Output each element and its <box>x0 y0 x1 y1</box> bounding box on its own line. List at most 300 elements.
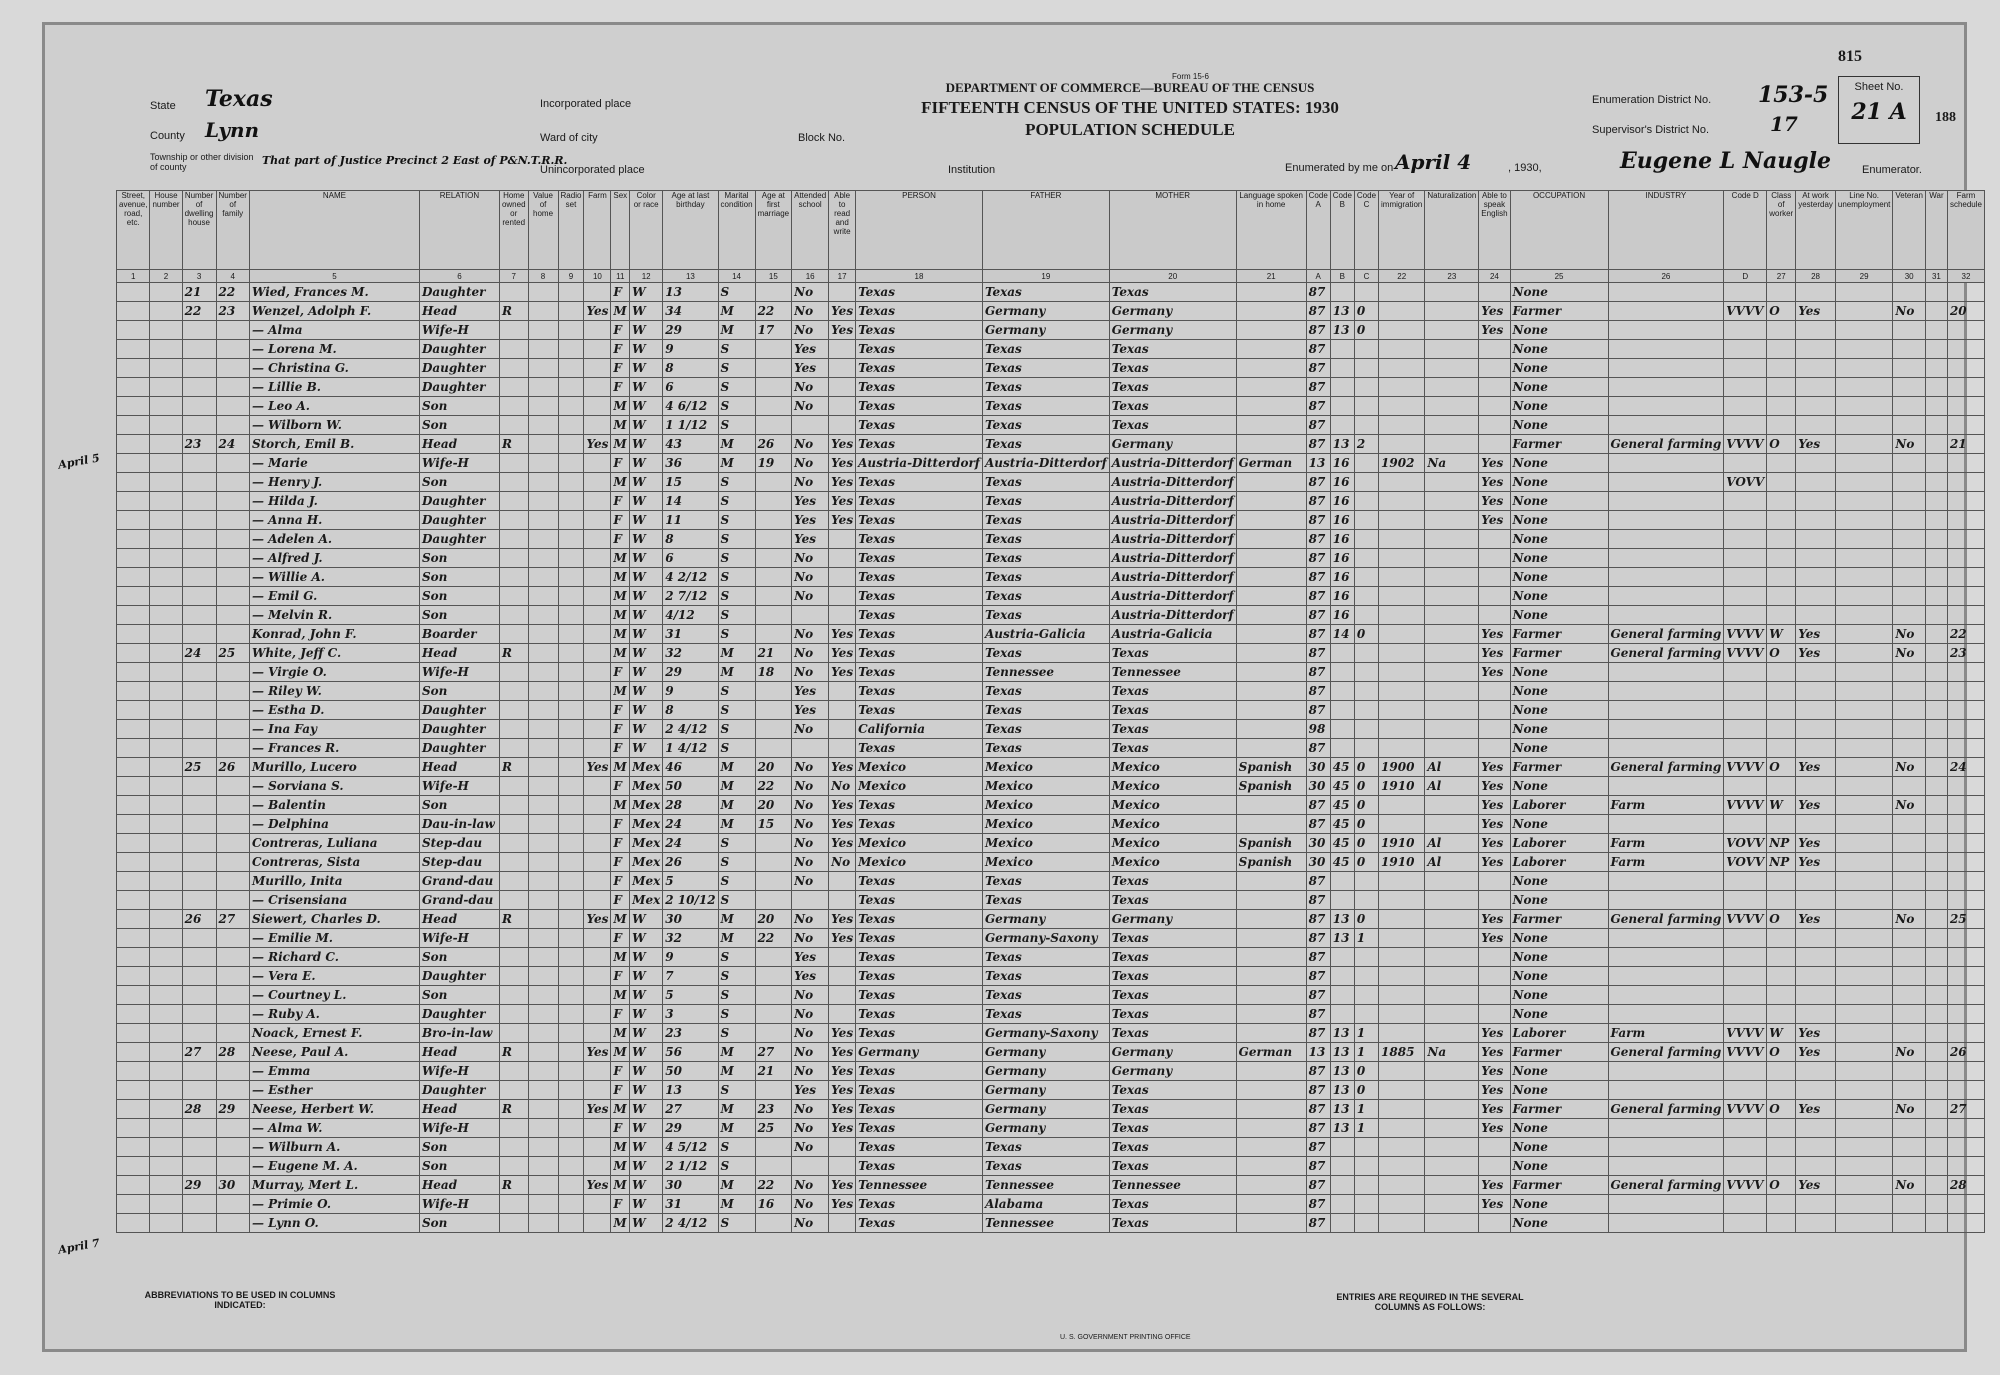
table-cell <box>1925 777 1947 796</box>
table-cell <box>584 1157 611 1176</box>
table-cell <box>1236 530 1306 549</box>
table-cell: 18 <box>755 663 792 682</box>
table-cell <box>1236 644 1306 663</box>
table-cell <box>1354 644 1378 663</box>
table-cell: 2 10/12 <box>663 891 718 910</box>
table-cell <box>558 1138 584 1157</box>
table-cell: Yes <box>1796 644 1836 663</box>
table-cell: Yes <box>829 625 856 644</box>
table-cell: Germany <box>1109 302 1236 321</box>
column-header: Naturalization <box>1425 191 1479 270</box>
table-cell: S <box>718 720 755 739</box>
table-cell: M <box>611 1176 630 1195</box>
table-cell <box>584 682 611 701</box>
table-cell <box>1608 397 1724 416</box>
table-cell <box>1330 1138 1354 1157</box>
table-cell: Mex <box>630 796 663 815</box>
table-cell <box>584 1138 611 1157</box>
table-cell <box>558 1081 584 1100</box>
table-cell <box>755 1157 792 1176</box>
table-row <box>117 853 1985 872</box>
table-row <box>117 644 1985 663</box>
table-cell: F <box>611 454 630 473</box>
table-cell: Texas <box>856 1081 983 1100</box>
table-cell: Wife-H <box>419 929 499 948</box>
table-cell <box>1425 682 1479 701</box>
table-cell <box>150 549 182 568</box>
table-cell <box>558 948 584 967</box>
table-cell <box>1354 1138 1378 1157</box>
table-cell <box>792 739 829 758</box>
column-number: 10 <box>584 270 611 283</box>
table-cell: M <box>718 815 755 834</box>
table-cell <box>1354 720 1378 739</box>
table-cell: W <box>630 340 663 359</box>
table-cell <box>1796 872 1836 891</box>
table-cell: 4 2/12 <box>663 568 718 587</box>
table-cell: Texas <box>856 321 983 340</box>
block-label: Block No. <box>798 132 846 144</box>
table-cell <box>1354 397 1378 416</box>
table-cell: 23 <box>663 1024 718 1043</box>
table-cell: Daughter <box>419 701 499 720</box>
table-cell: VVVV <box>1724 1100 1767 1119</box>
table-cell: No <box>792 663 829 682</box>
table-cell: Daughter <box>419 739 499 758</box>
table-cell: F <box>611 872 630 891</box>
table-cell: 20 <box>1947 302 1984 321</box>
table-cell: 13 <box>1330 929 1354 948</box>
table-cell <box>1893 967 1926 986</box>
table-cell <box>584 967 611 986</box>
table-cell <box>558 1062 584 1081</box>
table-cell: — Esther <box>249 1081 419 1100</box>
table-cell <box>1835 416 1892 435</box>
table-cell: 20 <box>755 758 792 777</box>
table-cell <box>216 473 249 492</box>
margin-note-1: April 5 <box>57 451 101 472</box>
table-cell: Yes <box>829 1043 856 1062</box>
table-cell: No <box>792 1176 829 1195</box>
table-cell: Daughter <box>419 967 499 986</box>
table-cell <box>528 1157 558 1176</box>
table-cell: 30 <box>1306 758 1330 777</box>
column-header: War <box>1925 191 1947 270</box>
table-cell: 4 5/12 <box>663 1138 718 1157</box>
table-cell: 2 7/12 <box>663 587 718 606</box>
table-cell: M <box>611 587 630 606</box>
table-cell: Farm <box>1608 796 1724 815</box>
table-cell <box>558 682 584 701</box>
table-cell <box>216 511 249 530</box>
table-cell: No <box>792 321 829 340</box>
table-cell <box>1925 872 1947 891</box>
table-cell <box>182 682 216 701</box>
table-cell <box>1379 378 1425 397</box>
table-cell: Yes <box>1796 1176 1836 1195</box>
table-cell <box>558 1005 584 1024</box>
table-cell <box>117 492 150 511</box>
table-cell <box>499 872 528 891</box>
table-cell: Yes <box>1479 1176 1510 1195</box>
table-cell <box>1925 625 1947 644</box>
table-cell <box>117 454 150 473</box>
table-cell: Yes <box>1796 435 1836 454</box>
table-cell: Spanish <box>1236 777 1306 796</box>
table-cell: Texas <box>982 397 1109 416</box>
table-cell: 87 <box>1306 1176 1330 1195</box>
table-cell: None <box>1510 530 1608 549</box>
table-cell: M <box>611 473 630 492</box>
table-cell: Mexico <box>982 815 1109 834</box>
table-cell: Texas <box>856 397 983 416</box>
table-cell: F <box>611 511 630 530</box>
table-cell: No <box>1893 910 1926 929</box>
table-cell: W <box>1767 625 1796 644</box>
table-cell <box>1947 587 1984 606</box>
table-cell <box>528 967 558 986</box>
table-cell <box>1925 454 1947 473</box>
table-cell <box>558 967 584 986</box>
column-header: Sex <box>611 191 630 270</box>
table-cell <box>1479 340 1510 359</box>
table-cell: 25 <box>216 644 249 663</box>
table-cell: Daughter <box>419 492 499 511</box>
table-cell <box>1425 1005 1479 1024</box>
table-cell: Texas <box>982 948 1109 967</box>
table-cell: Head <box>419 1043 499 1062</box>
table-cell: Yes <box>1479 815 1510 834</box>
table-cell: Texas <box>982 359 1109 378</box>
table-cell: W <box>630 720 663 739</box>
table-cell <box>1425 435 1479 454</box>
table-cell <box>1379 1138 1425 1157</box>
table-cell: 32 <box>663 644 718 663</box>
table-cell: 87 <box>1306 416 1330 435</box>
table-cell: None <box>1510 1157 1608 1176</box>
table-cell <box>1835 530 1892 549</box>
table-cell <box>1796 815 1836 834</box>
table-cell: Murillo, Inita <box>249 872 419 891</box>
table-row <box>117 435 1985 454</box>
table-cell <box>1608 340 1724 359</box>
table-cell <box>1796 511 1836 530</box>
table-cell: 6 <box>663 378 718 397</box>
margin-note-2: April 7 <box>57 1236 101 1257</box>
table-cell: Texas <box>856 739 983 758</box>
table-cell <box>1767 1214 1796 1233</box>
table-cell <box>1796 321 1836 340</box>
table-cell: VVVV <box>1724 1176 1767 1195</box>
table-cell: No <box>792 929 829 948</box>
table-cell: 11 <box>663 511 718 530</box>
table-cell: No <box>792 853 829 872</box>
table-cell <box>1425 1176 1479 1195</box>
table-cell: Texas <box>982 340 1109 359</box>
table-cell: Austria-Ditterdorf <box>1109 473 1236 492</box>
table-cell <box>1608 1138 1724 1157</box>
table-cell: 87 <box>1306 473 1330 492</box>
table-cell: Yes <box>829 321 856 340</box>
table-cell: Yes <box>584 435 611 454</box>
table-cell <box>1767 378 1796 397</box>
table-cell: S <box>718 606 755 625</box>
table-cell: Texas <box>1109 1214 1236 1233</box>
enumerated-year: , 1930, <box>1508 162 1542 174</box>
table-cell <box>117 758 150 777</box>
table-row <box>117 568 1985 587</box>
table-cell: F <box>611 853 630 872</box>
table-cell: None <box>1510 1119 1608 1138</box>
table-cell: Germany <box>982 1062 1109 1081</box>
table-cell: Yes <box>1796 853 1836 872</box>
table-cell: Texas <box>856 549 983 568</box>
table-cell: Texas <box>1109 720 1236 739</box>
table-cell: M <box>611 625 630 644</box>
table-cell: Texas <box>856 644 983 663</box>
table-cell: Yes <box>829 435 856 454</box>
table-cell: Son <box>419 568 499 587</box>
table-cell <box>1425 378 1479 397</box>
table-cell <box>829 1214 856 1233</box>
table-cell: — Ina Fay <box>249 720 419 739</box>
column-number: 6 <box>419 270 499 283</box>
table-cell: No <box>792 834 829 853</box>
table-cell <box>755 530 792 549</box>
table-cell <box>182 891 216 910</box>
table-cell <box>1608 682 1724 701</box>
table-cell <box>117 815 150 834</box>
table-cell <box>1925 378 1947 397</box>
table-cell: F <box>611 359 630 378</box>
table-cell: Texas <box>1109 378 1236 397</box>
table-cell <box>584 416 611 435</box>
table-cell: None <box>1510 1081 1608 1100</box>
table-cell: M <box>611 986 630 1005</box>
column-number: 12 <box>630 270 663 283</box>
table-cell: Texas <box>982 872 1109 891</box>
table-cell <box>1724 967 1767 986</box>
table-cell: Texas <box>982 644 1109 663</box>
table-cell: S <box>718 473 755 492</box>
table-cell: 16 <box>1330 511 1354 530</box>
table-cell <box>1379 739 1425 758</box>
table-cell: Texas <box>856 568 983 587</box>
table-cell: Texas <box>1109 397 1236 416</box>
table-cell <box>584 454 611 473</box>
table-cell <box>755 568 792 587</box>
table-cell <box>1835 834 1892 853</box>
table-cell <box>117 549 150 568</box>
table-cell <box>1925 986 1947 1005</box>
table-cell: Yes <box>829 473 856 492</box>
column-number: 4 <box>216 270 249 283</box>
table-cell <box>1379 321 1425 340</box>
table-cell <box>1608 720 1724 739</box>
table-cell: German <box>1236 1043 1306 1062</box>
table-cell: 87 <box>1306 302 1330 321</box>
table-cell <box>216 1024 249 1043</box>
column-header: Language spoken in home <box>1236 191 1306 270</box>
table-cell <box>150 1081 182 1100</box>
table-cell <box>1835 644 1892 663</box>
table-cell: 26 <box>663 853 718 872</box>
table-cell <box>528 891 558 910</box>
table-cell <box>528 1119 558 1138</box>
table-cell: Son <box>419 682 499 701</box>
table-cell <box>150 872 182 891</box>
table-cell <box>1236 872 1306 891</box>
table-cell <box>1608 777 1724 796</box>
table-cell <box>182 777 216 796</box>
table-cell <box>1893 815 1926 834</box>
table-cell <box>1925 283 1947 302</box>
table-cell: Farm <box>1608 1024 1724 1043</box>
table-cell: VOVV <box>1724 834 1767 853</box>
table-cell: 29 <box>663 321 718 340</box>
table-cell <box>528 834 558 853</box>
table-cell <box>1724 1081 1767 1100</box>
column-number: 21 <box>1236 270 1306 283</box>
table-cell: S <box>718 340 755 359</box>
table-cell: W <box>630 1043 663 1062</box>
table-cell: W <box>630 492 663 511</box>
table-cell <box>1835 1176 1892 1195</box>
table-row <box>117 340 1985 359</box>
table-cell <box>1379 587 1425 606</box>
table-cell <box>1608 929 1724 948</box>
table-cell: 34 <box>663 302 718 321</box>
enumerated-date: April 4 <box>1395 150 1472 174</box>
table-cell: Texas <box>1109 701 1236 720</box>
table-cell <box>117 321 150 340</box>
table-cell: R <box>499 1100 528 1119</box>
table-cell <box>1479 283 1510 302</box>
table-cell <box>1947 492 1984 511</box>
table-cell <box>1479 682 1510 701</box>
table-cell: Laborer <box>1510 853 1608 872</box>
table-cell <box>528 606 558 625</box>
table-cell: Contreras, Sista <box>249 853 419 872</box>
table-cell: None <box>1510 663 1608 682</box>
table-cell <box>1796 948 1836 967</box>
table-cell <box>117 834 150 853</box>
table-cell <box>829 986 856 1005</box>
table-cell: None <box>1510 967 1608 986</box>
table-cell <box>1796 530 1836 549</box>
table-cell <box>1236 796 1306 815</box>
table-row <box>117 967 1985 986</box>
column-number: 31 <box>1925 270 1947 283</box>
table-cell: Daughter <box>419 283 499 302</box>
table-cell <box>499 815 528 834</box>
table-cell <box>1236 1195 1306 1214</box>
table-cell <box>1767 416 1796 435</box>
table-cell <box>1835 321 1892 340</box>
table-cell <box>117 1214 150 1233</box>
column-number: 32 <box>1947 270 1984 283</box>
table-cell <box>182 834 216 853</box>
table-cell <box>1767 511 1796 530</box>
table-cell <box>1379 606 1425 625</box>
table-cell <box>1925 1138 1947 1157</box>
table-cell <box>150 1005 182 1024</box>
table-cell <box>1608 701 1724 720</box>
table-cell: Mexico <box>856 834 983 853</box>
table-cell <box>1947 948 1984 967</box>
table-cell: None <box>1510 682 1608 701</box>
table-cell: Tennessee <box>982 1214 1109 1233</box>
table-cell <box>1236 1062 1306 1081</box>
table-cell <box>1724 986 1767 1005</box>
table-cell <box>1379 1005 1425 1024</box>
table-cell <box>1835 663 1892 682</box>
table-cell: No <box>792 1100 829 1119</box>
schedule-title: POPULATION SCHEDULE <box>1025 120 1235 139</box>
table-cell <box>1425 891 1479 910</box>
table-cell <box>1796 1062 1836 1081</box>
table-cell <box>1724 454 1767 473</box>
column-number: A <box>1306 270 1330 283</box>
table-cell <box>792 416 829 435</box>
table-cell <box>584 720 611 739</box>
table-cell: No <box>1893 1043 1926 1062</box>
table-cell <box>558 720 584 739</box>
table-cell <box>528 739 558 758</box>
column-header: Year of immigration <box>1379 191 1425 270</box>
table-cell: Mexico <box>982 853 1109 872</box>
table-cell: W <box>630 530 663 549</box>
table-cell <box>528 1195 558 1214</box>
table-cell: Murray, Mert L. <box>249 1176 419 1195</box>
table-cell <box>1893 1157 1926 1176</box>
table-cell: 1910 <box>1379 853 1425 872</box>
table-cell <box>755 720 792 739</box>
table-cell: None <box>1510 549 1608 568</box>
table-cell: Texas <box>856 682 983 701</box>
table-cell: Germany-Saxony <box>982 1024 1109 1043</box>
table-cell: No <box>1893 1100 1926 1119</box>
table-cell <box>117 416 150 435</box>
table-cell: Head <box>419 1176 499 1195</box>
table-cell: 9 <box>663 948 718 967</box>
table-cell <box>528 454 558 473</box>
table-cell <box>1354 701 1378 720</box>
table-cell: Germany <box>1109 910 1236 929</box>
table-cell <box>755 549 792 568</box>
table-cell <box>117 587 150 606</box>
table-cell: — Emma <box>249 1062 419 1081</box>
table-cell <box>499 568 528 587</box>
table-cell <box>829 720 856 739</box>
table-cell: No <box>792 796 829 815</box>
table-cell <box>558 815 584 834</box>
table-cell: Yes <box>1479 302 1510 321</box>
table-cell: Texas <box>982 606 1109 625</box>
table-cell <box>1330 1005 1354 1024</box>
table-cell <box>829 739 856 758</box>
table-cell: M <box>718 929 755 948</box>
table-cell: 13 <box>1330 302 1354 321</box>
table-cell <box>1796 606 1836 625</box>
table-cell: 13 <box>1306 1043 1330 1062</box>
table-cell <box>528 1005 558 1024</box>
table-cell: Austria-Ditterdorf <box>1109 454 1236 473</box>
table-cell <box>117 777 150 796</box>
table-cell <box>182 359 216 378</box>
table-cell <box>1330 397 1354 416</box>
table-cell <box>829 549 856 568</box>
